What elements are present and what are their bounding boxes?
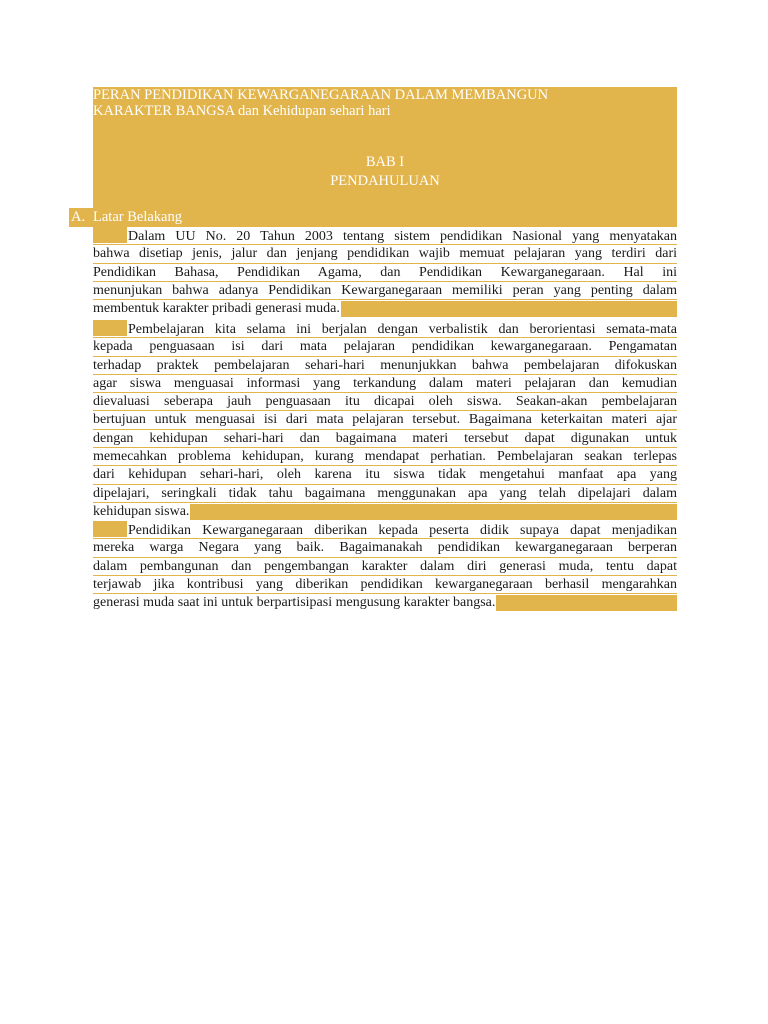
paragraph-line bbox=[93, 357, 677, 375]
line-text: mereka warga Negara yang baik. Bagaimanakah pendidikan kewarganegaraan berperan bbox=[93, 540, 677, 556]
title-block bbox=[93, 87, 677, 227]
line-text: kehidupan siswa. bbox=[93, 503, 190, 519]
section-marker: A. bbox=[71, 209, 86, 225]
paragraph-line bbox=[93, 594, 677, 612]
document-title bbox=[93, 87, 677, 119]
line-highlight bbox=[190, 504, 677, 520]
paragraph-line bbox=[93, 576, 677, 594]
paragraph-line bbox=[93, 264, 677, 282]
line-text: dengan kehidupan sehari-hari dan bagaimana materi tersebut dapat digunakan untuk bbox=[93, 430, 677, 446]
paragraph-line bbox=[93, 521, 677, 539]
paragraph-line bbox=[93, 466, 677, 484]
line-highlight bbox=[496, 595, 677, 611]
line-highlight bbox=[341, 301, 677, 317]
paragraph-line bbox=[93, 393, 677, 411]
paragraph-2 bbox=[93, 320, 677, 521]
paragraph-line bbox=[93, 558, 677, 576]
paragraph-line bbox=[93, 300, 677, 318]
paragraph-line bbox=[93, 227, 677, 245]
paragraph-line bbox=[93, 245, 677, 263]
paragraph-line bbox=[93, 282, 677, 300]
line-text: bertujuan untuk menguasai isi dari mata pelajaran tersebut. Bagaimana keterkaitan materi ajar bbox=[93, 412, 677, 428]
line-text: menunjukan bahwa adanya Pendidikan Kewarganegaraan memiliki peran yang penting dalam bbox=[93, 282, 677, 298]
indent-highlight bbox=[93, 320, 127, 336]
line-text: Pembelajaran kita selama ini berjalan dengan verbalistik dan berorientasi semata-mata bbox=[128, 322, 677, 337]
line-text: terjawab jika kontribusi yang diberikan pendidikan kewarganegaraan berhasil mengarahkan bbox=[93, 576, 677, 592]
line-text: membentuk karakter pribadi generasi muda. bbox=[93, 301, 340, 317]
line-text: Pendidikan Bahasa, Pendidikan Agama, dan Pendidikan Kewarganegaraan. Hal ini bbox=[93, 264, 677, 280]
line-text: bahwa disetiap jenis, jalur dan jenjang pendidikan wajib memuat pelajaran yang terdiri dari bbox=[93, 246, 677, 262]
line-text: memecahkan problema kehidupan, kurang mendapat perhatian. Pembelajaran seakan terlepas bbox=[93, 449, 677, 465]
line-text: Dalam UU No. 20 Tahun 2003 tentang sistem pendidikan Nasional yang menyatakan bbox=[128, 229, 677, 244]
line-text: dari kehidupan sehari-hari, oleh karena itu siswa tidak mengetahui manfaat apa yang bbox=[93, 467, 677, 483]
paragraph-line bbox=[93, 539, 677, 557]
line-text: dievaluasi seberapa jauh penguasaan itu dicapai oleh siswa. Seakan-akan pembelajaran bbox=[93, 394, 677, 410]
indent-highlight bbox=[93, 521, 127, 537]
paragraph-line bbox=[93, 338, 677, 356]
title-line-1: PERAN PENDIDIKAN KEWARGANEGARAAN DALAM MEMBANGUN bbox=[93, 87, 549, 103]
paragraph-line bbox=[93, 411, 677, 429]
paragraph-1 bbox=[93, 227, 677, 318]
section-heading bbox=[69, 208, 677, 227]
line-text: kepada penguasaan isi dari mata pelajaran pendidikan kewarganegaraan. Pengamatan bbox=[93, 339, 677, 355]
paragraph-line bbox=[93, 448, 677, 466]
section-marker-box bbox=[69, 208, 93, 227]
line-text: terhadap praktek pembelajaran sehari-hari menunjukkan bahwa pembelajaran difokuskan bbox=[93, 357, 677, 373]
title-line-2: KARAKTER BANGSA dan Kehidupan sehari hari bbox=[93, 103, 391, 119]
paragraph-line bbox=[93, 320, 677, 338]
paragraph-line bbox=[93, 503, 677, 521]
paragraph-line bbox=[93, 430, 677, 448]
line-text: dipelajari, seringkali tidak tahu bagaimana menggunakan apa yang telah dipelajari dalam bbox=[93, 485, 677, 501]
indent-highlight bbox=[93, 227, 127, 243]
section-title: Latar Belakang bbox=[93, 209, 182, 225]
line-text: dalam pembangunan dan pengembangan karakter dalam diri generasi muda, tentu dapat bbox=[93, 558, 677, 574]
paragraph-line bbox=[93, 375, 677, 393]
paragraph-3 bbox=[93, 521, 677, 612]
paragraph-line bbox=[93, 485, 677, 503]
chapter-title: PENDAHULUAN bbox=[330, 173, 440, 189]
line-text: generasi muda saat ini untuk berpartisipasi mengusung karakter bangsa. bbox=[93, 595, 496, 611]
line-text: Pendidikan Kewarganegaraan diberikan kepada peserta didik supaya dapat menjadikan bbox=[128, 523, 677, 538]
chapter-heading bbox=[93, 153, 677, 191]
line-text: agar siswa menguasai informasi yang terkandung dalam materi pelajaran dan kemudian bbox=[93, 375, 677, 391]
chapter-number: BAB I bbox=[365, 154, 405, 170]
